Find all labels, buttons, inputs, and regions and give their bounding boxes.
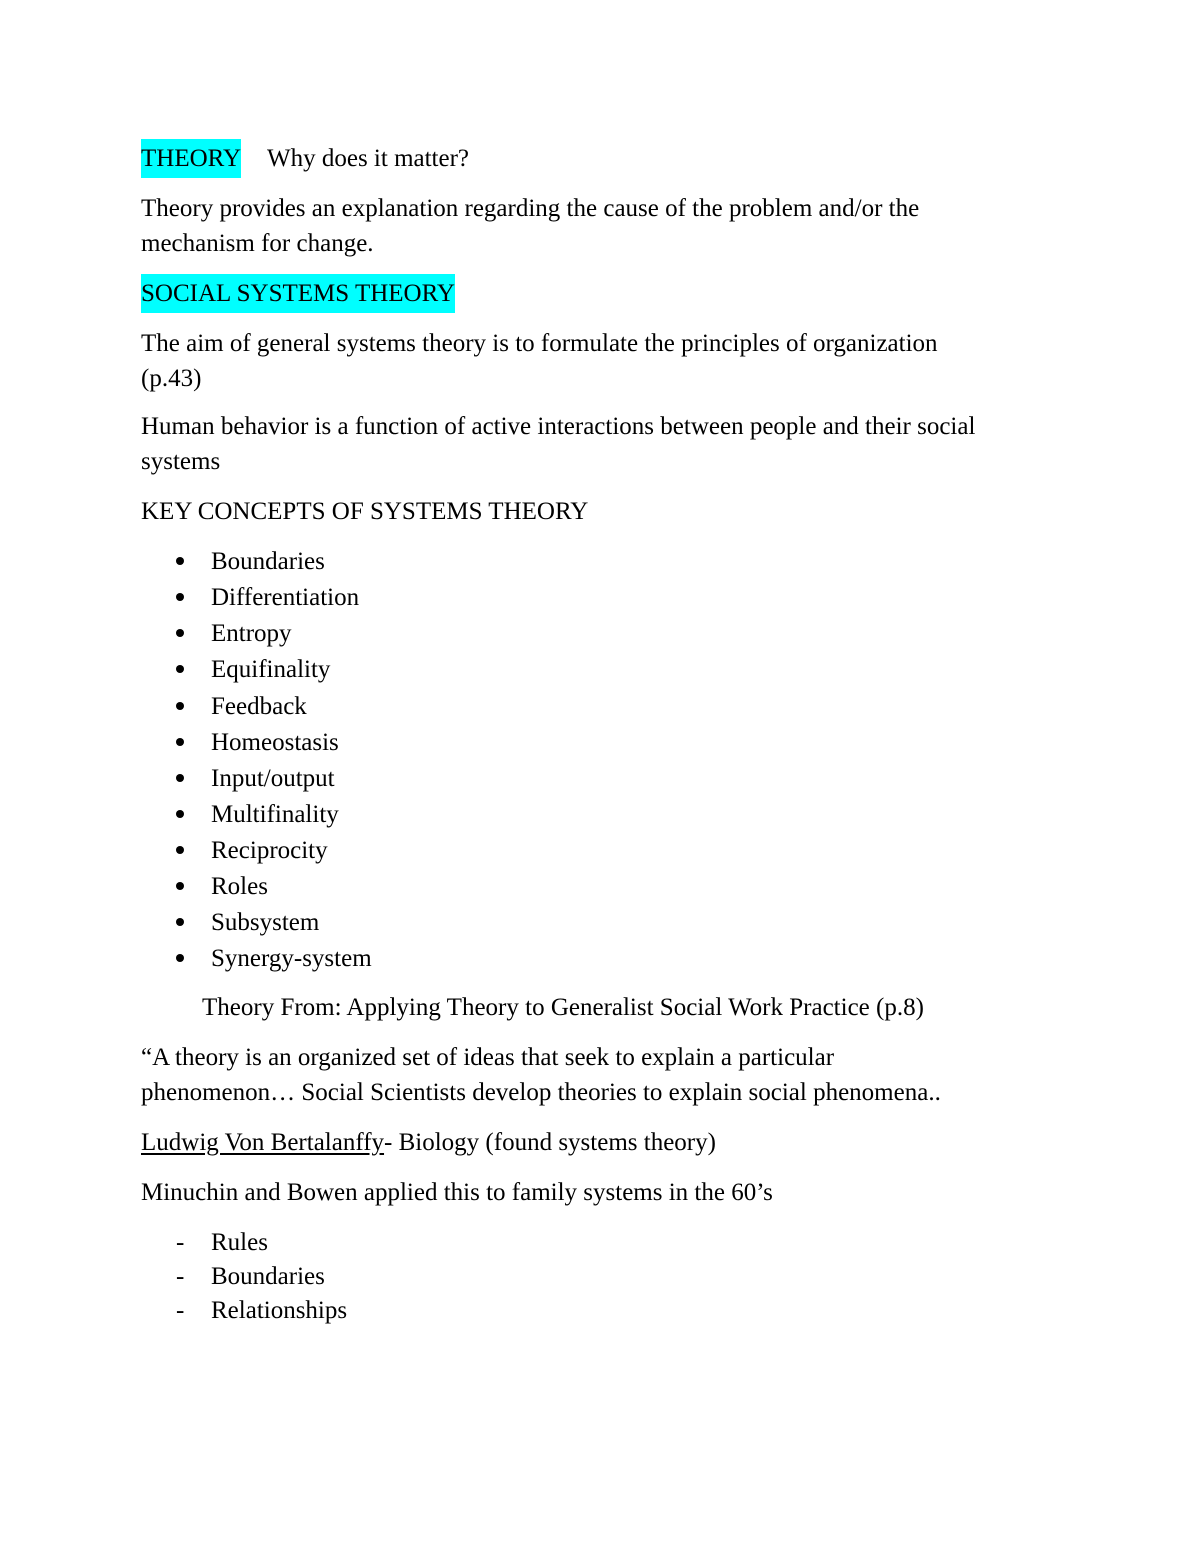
bullet-icon (176, 918, 184, 926)
list-item: Multifinality (176, 802, 339, 827)
theory-definition-line-2: mechanism for change. (141, 230, 374, 257)
list-item: Feedback (176, 694, 307, 719)
list-item: Input/output (176, 766, 335, 791)
list-item: Equifinality (176, 657, 330, 682)
aim-line-2: (p.43) (141, 365, 202, 392)
quote-line-2: phenomenon… Social Scientists develop theories to explain social phenomena.. (141, 1079, 941, 1106)
list-item: Synergy-system (176, 946, 372, 971)
bullet-icon (176, 774, 184, 782)
list-item: Boundaries (176, 549, 325, 574)
list-item: - Rules (176, 1229, 268, 1256)
theory-question: Why does it matter? (267, 145, 470, 172)
bullet-icon (176, 882, 184, 890)
bertalanffy-detail: - Biology (found systems theory) (384, 1129, 716, 1156)
dash-icon: - (176, 1263, 185, 1290)
bertalanffy-line (141, 1130, 716, 1155)
list-item: Reciprocity (176, 838, 328, 863)
bullet-icon (176, 665, 184, 673)
social-systems-highlight: SOCIAL SYSTEMS THEORY (141, 274, 455, 313)
bertalanffy-name: Ludwig Von Bertalanffy (141, 1129, 385, 1156)
dash-icon: - (176, 1297, 185, 1324)
theory-heading-line (141, 146, 469, 171)
bullet-icon (176, 846, 184, 854)
human-behavior-line-2: systems (141, 448, 221, 475)
bullet-icon (176, 593, 184, 601)
human-behavior-line-1: Human behavior is a function of active interactions between people and their social (141, 413, 976, 440)
bullet-icon (176, 629, 184, 637)
source-citation: Theory From: Applying Theory to Generalist Social Work Practice (p.8) (202, 994, 924, 1021)
list-item: Homeostasis (176, 730, 339, 755)
bullet-icon (176, 954, 184, 962)
quote-line-1: “A theory is an organized set of ideas that seek to explain a particular (141, 1044, 835, 1071)
dash-icon: - (176, 1229, 185, 1256)
bullet-icon (176, 738, 184, 746)
bullet-icon (176, 557, 184, 565)
aim-line-1: The aim of general systems theory is to formulate the principles of organization (141, 330, 938, 357)
list-item: Differentiation (176, 585, 359, 610)
bullet-icon (176, 702, 184, 710)
theory-heading-highlight: THEORY (141, 139, 241, 178)
list-item: Roles (176, 874, 268, 899)
bullet-icon (176, 810, 184, 818)
family-systems-line: Minuchin and Bowen applied this to family systems in the 60’s (141, 1179, 773, 1206)
list-item: - Boundaries (176, 1263, 325, 1290)
list-item: Entropy (176, 621, 292, 646)
list-item: Subsystem (176, 910, 319, 935)
list-item: - Relationships (176, 1297, 348, 1324)
social-systems-heading (141, 281, 455, 306)
theory-definition-line-1: Theory provides an explanation regarding the cause of the problem and/or the (141, 195, 920, 222)
key-concepts-heading: KEY CONCEPTS OF SYSTEMS THEORY (141, 498, 589, 525)
